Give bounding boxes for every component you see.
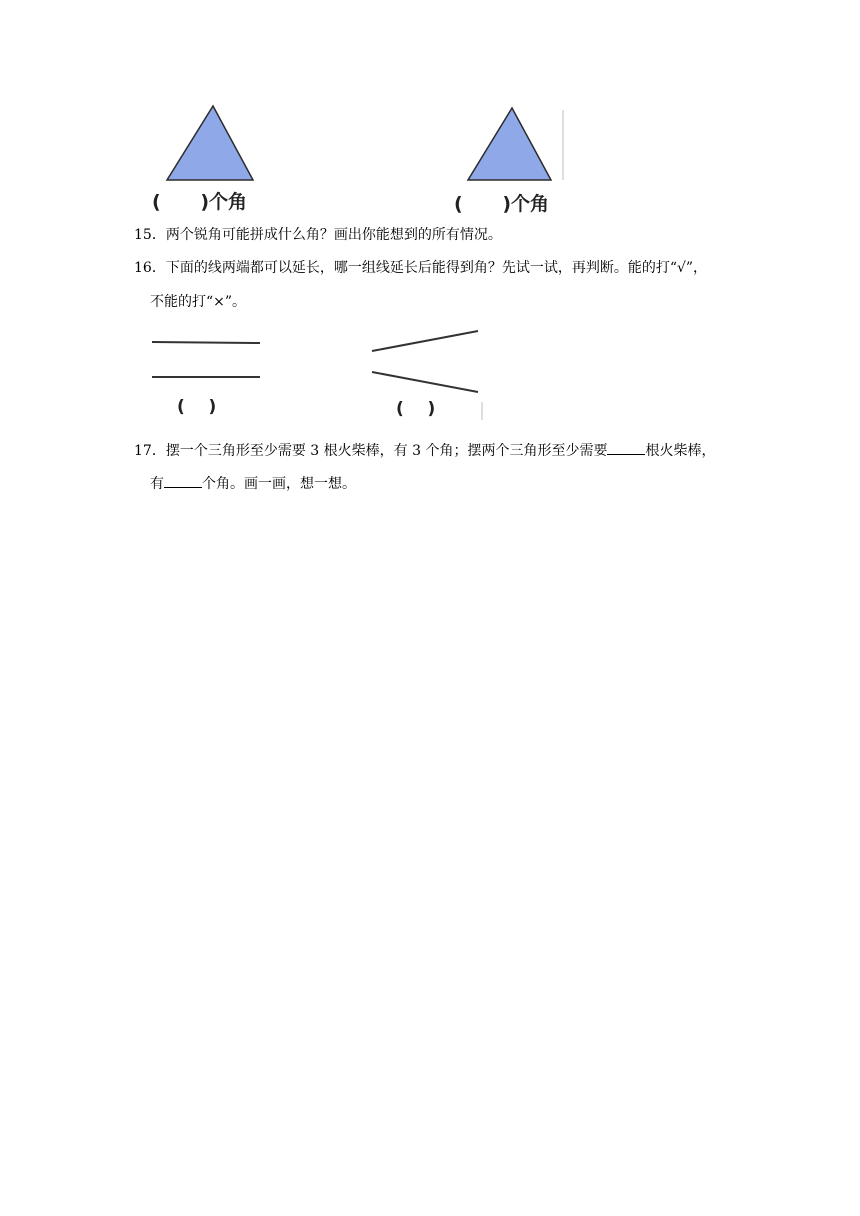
parallel-lines-figure (148, 330, 268, 390)
parallel-lines-answer: ( ) (177, 397, 217, 417)
triangle-figure-right (462, 104, 566, 184)
angle-count-blank[interactable] (164, 473, 202, 488)
question-17-line-1 (134, 440, 715, 461)
question-15-text: 两个锐角可能拼成什么角？画出你能想到的所有情况。 (165, 227, 502, 243)
triangle-figure-left (160, 100, 270, 184)
question-17-text-2a: 有 (150, 476, 164, 492)
question-17-text-1b: 根火柴棒， (645, 443, 716, 459)
matchstick-count-blank[interactable] (607, 440, 645, 455)
question-16-line-1 (134, 258, 707, 278)
triangle-right-label: ( )个角 (454, 193, 550, 215)
question-17-line-2 (150, 473, 356, 494)
question-16-line-2 (150, 292, 246, 312)
converging-line-top (372, 331, 478, 351)
triangle-left-label: ( )个角 (152, 191, 248, 213)
parallel-line-top (152, 342, 260, 343)
triangle-left (167, 106, 253, 180)
question-17-number: 17． (134, 443, 166, 459)
question-17-text-1a: 摆一个三角形至少需要 3 根火柴棒，有 3 个角；摆两个三角形至少需要 (165, 443, 608, 459)
converging-lines-answer: ( ) (396, 399, 436, 419)
question-15 (134, 225, 502, 245)
converging-line-bottom (372, 372, 478, 392)
question-17-text-2b: 个角。画一画，想一想。 (202, 476, 356, 492)
question-15-number: 15． (134, 227, 166, 243)
question-16-text-2: 不能的打“×”。 (150, 294, 247, 310)
triangle-right (468, 108, 551, 180)
question-16-text-1: 下面的线两端都可以延长，哪一组线延长后能得到角？先试一试，再判断。能的打“√”， (165, 260, 708, 276)
question-16-number: 16． (134, 260, 166, 276)
